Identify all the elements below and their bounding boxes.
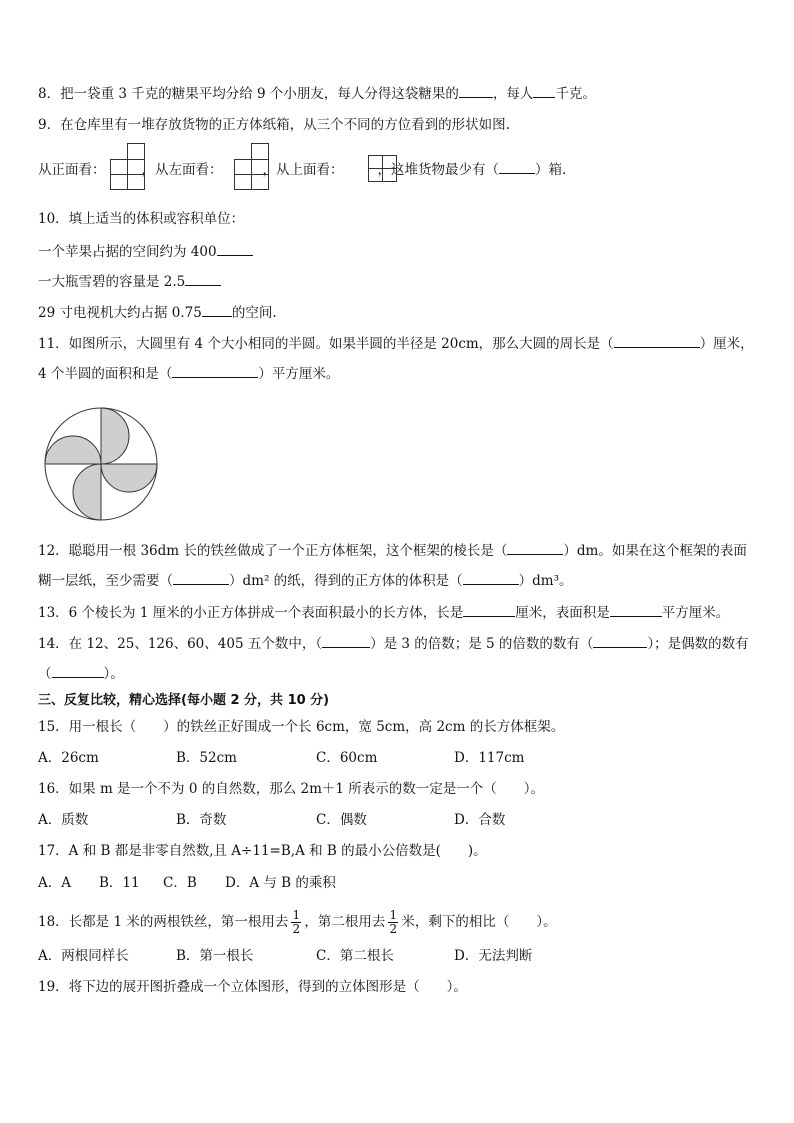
q18-post: 米，剩下的相比（ ）。	[401, 914, 557, 930]
q13-blank-1[interactable]	[463, 603, 515, 617]
question-17: 17．A 和 B 都是非零自然数,且 A÷11=B,A 和 B 的最小公倍数是( )。	[38, 843, 487, 859]
question-12-line-2	[38, 571, 573, 590]
question-13	[38, 603, 729, 622]
q18-option-b[interactable]: B．第一根长	[176, 948, 254, 964]
q11-text-1: 11．如图所示，大圆里有 4 个大小相同的半圆。如果半圆的半径是 20cm，那么大圆的周长是（	[38, 336, 614, 352]
q15-option-d[interactable]: D．117cm	[454, 750, 525, 766]
q12-text-2a: 糊一层纸，至少需要（	[38, 573, 173, 589]
q9-blank[interactable]	[499, 160, 535, 174]
q15-options	[38, 749, 524, 767]
q12-text-2c: ）dm³。	[518, 573, 573, 589]
q16-option-c[interactable]: C．偶数	[316, 812, 367, 828]
left-view-figure	[234, 143, 270, 191]
q17-options	[38, 874, 336, 892]
q13-mid: 厘米，表面积是	[515, 605, 610, 621]
q10-c-post: 的空间.	[231, 305, 277, 321]
q8-blank-2[interactable]	[533, 84, 555, 98]
question-8	[38, 84, 596, 103]
q9-left-label: ，从左面看：	[141, 162, 223, 178]
top-view-figure	[368, 155, 398, 183]
q8-mid: ，每人	[492, 86, 534, 102]
q8-prefix: 8．把一袋重 3 千克的糖果平均分给 9 个小朋友，每人分得这袋糖果的	[38, 86, 459, 102]
question-15: 15．用一根长（ ）的铁丝正好围成一个长 6cm，宽 5cm，高 2cm 的长方体框架。	[38, 719, 565, 735]
q18-fraction-2: $\frac{1}{2}$	[389, 908, 398, 936]
q11-text-2: 4 个半圆的面积和是（	[38, 366, 173, 382]
front-view-figure	[110, 143, 146, 191]
question-12-line-1	[38, 541, 747, 560]
q14-blank-1[interactable]	[322, 634, 370, 648]
q9-end-a: ，这堆货物最少有（	[377, 162, 499, 178]
circle-semicircles-figure	[42, 405, 160, 523]
q10-a-text: 一个苹果占据的空间约为 400	[38, 244, 217, 260]
q14-close: ）。	[103, 666, 124, 682]
q18-option-a[interactable]: A．两根同样长	[38, 948, 129, 964]
q8-blank-1[interactable]	[459, 84, 493, 98]
q13-post: 平方厘米。	[661, 605, 730, 621]
q14-blank-3[interactable]	[52, 664, 104, 678]
q10-item-b	[38, 272, 221, 291]
q15-option-a[interactable]: A．26cm	[38, 750, 99, 766]
q11-blank-2[interactable]	[172, 364, 258, 378]
q17-option-b[interactable]: B．11	[99, 875, 140, 891]
q10-a-blank[interactable]	[217, 242, 253, 256]
q9-front-label: 从正面看：	[38, 162, 106, 178]
q14-blank-2[interactable]	[593, 634, 647, 648]
question-11-line-2	[38, 364, 339, 383]
question-14-line-1	[38, 634, 749, 653]
question-16: 16．如果 m 是一个不为 0 的自然数，那么 2m＋1 所表示的数一定是一个（ ）。	[38, 781, 545, 797]
q12-text-2b: ）dm² 的纸，得到的正方体的体积是（	[229, 573, 463, 589]
question-9: 9．在仓库里有一堆存放货物的正方体纸箱，从三个不同的方位看到的形状如图.	[38, 117, 510, 133]
q18-option-c[interactable]: C．第二根长	[316, 948, 394, 964]
question-14-line-2	[38, 664, 124, 683]
q14-text-c: ）；是偶数的数有	[647, 636, 749, 652]
question-19: 19．将下边的展开图折叠成一个立体图形，得到的立体图形是（ ）。	[38, 979, 467, 995]
section-3-heading: 三、反复比较，精心选择(每小题 2 分，共 10 分)	[38, 693, 330, 708]
q16-option-d[interactable]: D．合数	[454, 812, 506, 828]
q9-end-b: ）箱.	[535, 162, 567, 178]
q10-c-blank[interactable]	[202, 303, 232, 317]
q10-item-a	[38, 242, 253, 261]
q18-options	[38, 947, 532, 965]
question-10: 10．填上适当的体积或容积单位：	[38, 211, 245, 227]
q17-option-a[interactable]: A．A	[38, 875, 71, 891]
q10-item-c	[38, 303, 277, 322]
q15-option-c[interactable]: C．60cm	[316, 750, 378, 766]
q9-top-label: ，从上面看：	[262, 162, 344, 178]
question-18	[38, 907, 557, 937]
q17-option-d[interactable]: D．A 与 B 的乘积	[225, 875, 336, 891]
q14-open: （	[38, 666, 52, 682]
q18-text: 18．长都是 1 米的两根铁丝，第一根用去	[38, 914, 289, 930]
q10-b-blank[interactable]	[185, 272, 221, 286]
q8-suffix: 千克。	[555, 86, 596, 102]
q18-option-d[interactable]: D．无法判断	[454, 948, 533, 964]
q10-b-text: 一大瓶雪碧的容量是 2.5	[38, 274, 186, 290]
q14-text-b: ）是 3 的倍数；是 5 的倍数的数有（	[370, 636, 594, 652]
q13-text: 13．6 个棱长为 1 厘米的小正方体拼成一个表面积最小的长方体，长是	[38, 605, 464, 621]
q16-option-b[interactable]: B．奇数	[176, 812, 227, 828]
q14-text-a: 14．在 12、25、126、60、405 五个数中，（	[38, 636, 323, 652]
q12-text-1: 12．聪聪用一根 36dm 长的铁丝做成了一个正方体框架，这个框架的棱长是（	[38, 543, 508, 559]
q15-option-b[interactable]: B．52cm	[176, 750, 237, 766]
q12-blank-3[interactable]	[463, 571, 519, 585]
q11-post-1: ）厘米，	[699, 336, 754, 352]
q11-blank-1[interactable]	[614, 334, 700, 348]
q12-blank-1[interactable]	[507, 541, 563, 555]
q13-blank-2[interactable]	[610, 603, 662, 617]
q12-post-1: ）dm。如果在这个框架的表面	[563, 543, 747, 559]
q18-mid: ，第二根用去	[304, 914, 386, 930]
q16-option-a[interactable]: A．质数	[38, 812, 89, 828]
q12-blank-2[interactable]	[173, 571, 229, 585]
q10-c-text: 29 寸电视机大约占据 0.75	[38, 305, 202, 321]
q18-fraction-1: $\frac{1}{2}$	[292, 908, 301, 936]
q16-options	[38, 811, 505, 829]
question-11-line-1	[38, 334, 754, 353]
q11-post-2: ）平方厘米。	[258, 366, 340, 382]
q17-option-c[interactable]: C．B	[163, 875, 197, 891]
